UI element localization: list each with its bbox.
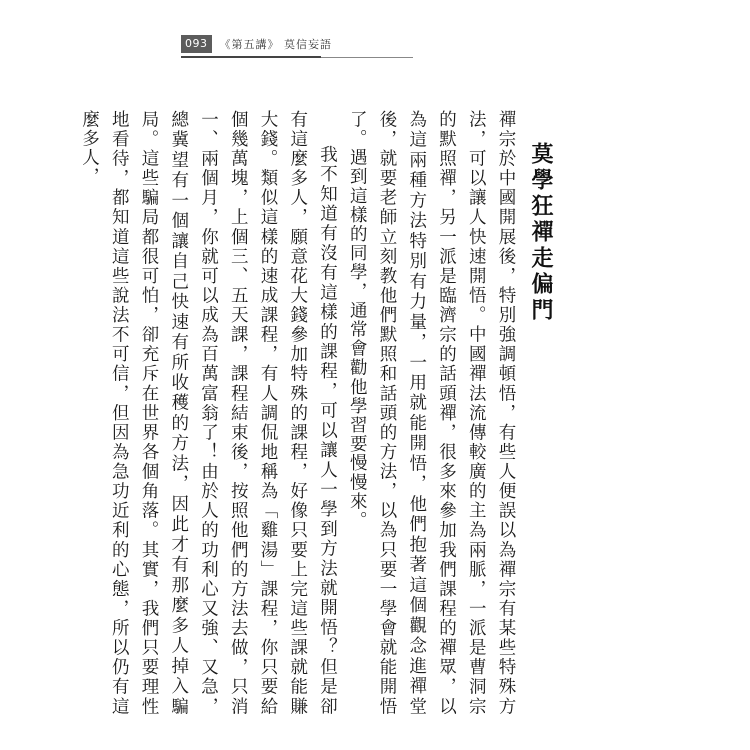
paragraph: 我不知道有沒有這樣的課程，可以讓人一學到方法就開悟？但是卻有這麼多人，願意花大錢參加特殊的課程，好像只要上完這些課就能賺大錢。類似這樣的速成課程，有人調侃地稱為「雞湯」課程，你只要給個幾萬塊，上個三、五天課，課程結束後，按照他們的方法去做，只消一、兩個月，你就可以成為百萬富翁了！由於人的功利心又強、又急，總冀望有一個讓自己快速有所收穫的方法，因此才有那麼多人掉入騙局。這些騙局都很可怕，卻充斥在世界各個角落。其實，我們只要理性地看待，都知道這些說法不可信，但因為急功近利的心態，所以仍有這麼多人，	[79, 110, 338, 716]
paragraph: 禪宗於中國開展後，特別強調頓悟，有些人便誤以為禪宗有某些特殊方法，可以讓人快速開悟。中國禪法流傳較廣的主為兩脈，一派是曹洞宗的默照禪，另一派是臨濟宗的話頭禪，很多來參加我們課程的禪眾，以為這兩種方法特別有力量，一用就能開悟，他們抱著這個觀念進禪堂後，就要老師立刻教他們默照和話頭的方法，以為只要一學會就能開悟了。遇到這樣的同學，通常會勸他學習要慢慢來。	[347, 110, 516, 716]
body-text	[79, 110, 520, 716]
chapter-title: 《第五講》 莫信妄語	[219, 38, 332, 51]
running-header	[181, 34, 332, 54]
page-number: 093	[181, 35, 212, 53]
header-rule	[181, 56, 321, 58]
section-title: 莫學狂禪走偏門	[528, 142, 554, 324]
header-rule-thin	[321, 57, 413, 58]
